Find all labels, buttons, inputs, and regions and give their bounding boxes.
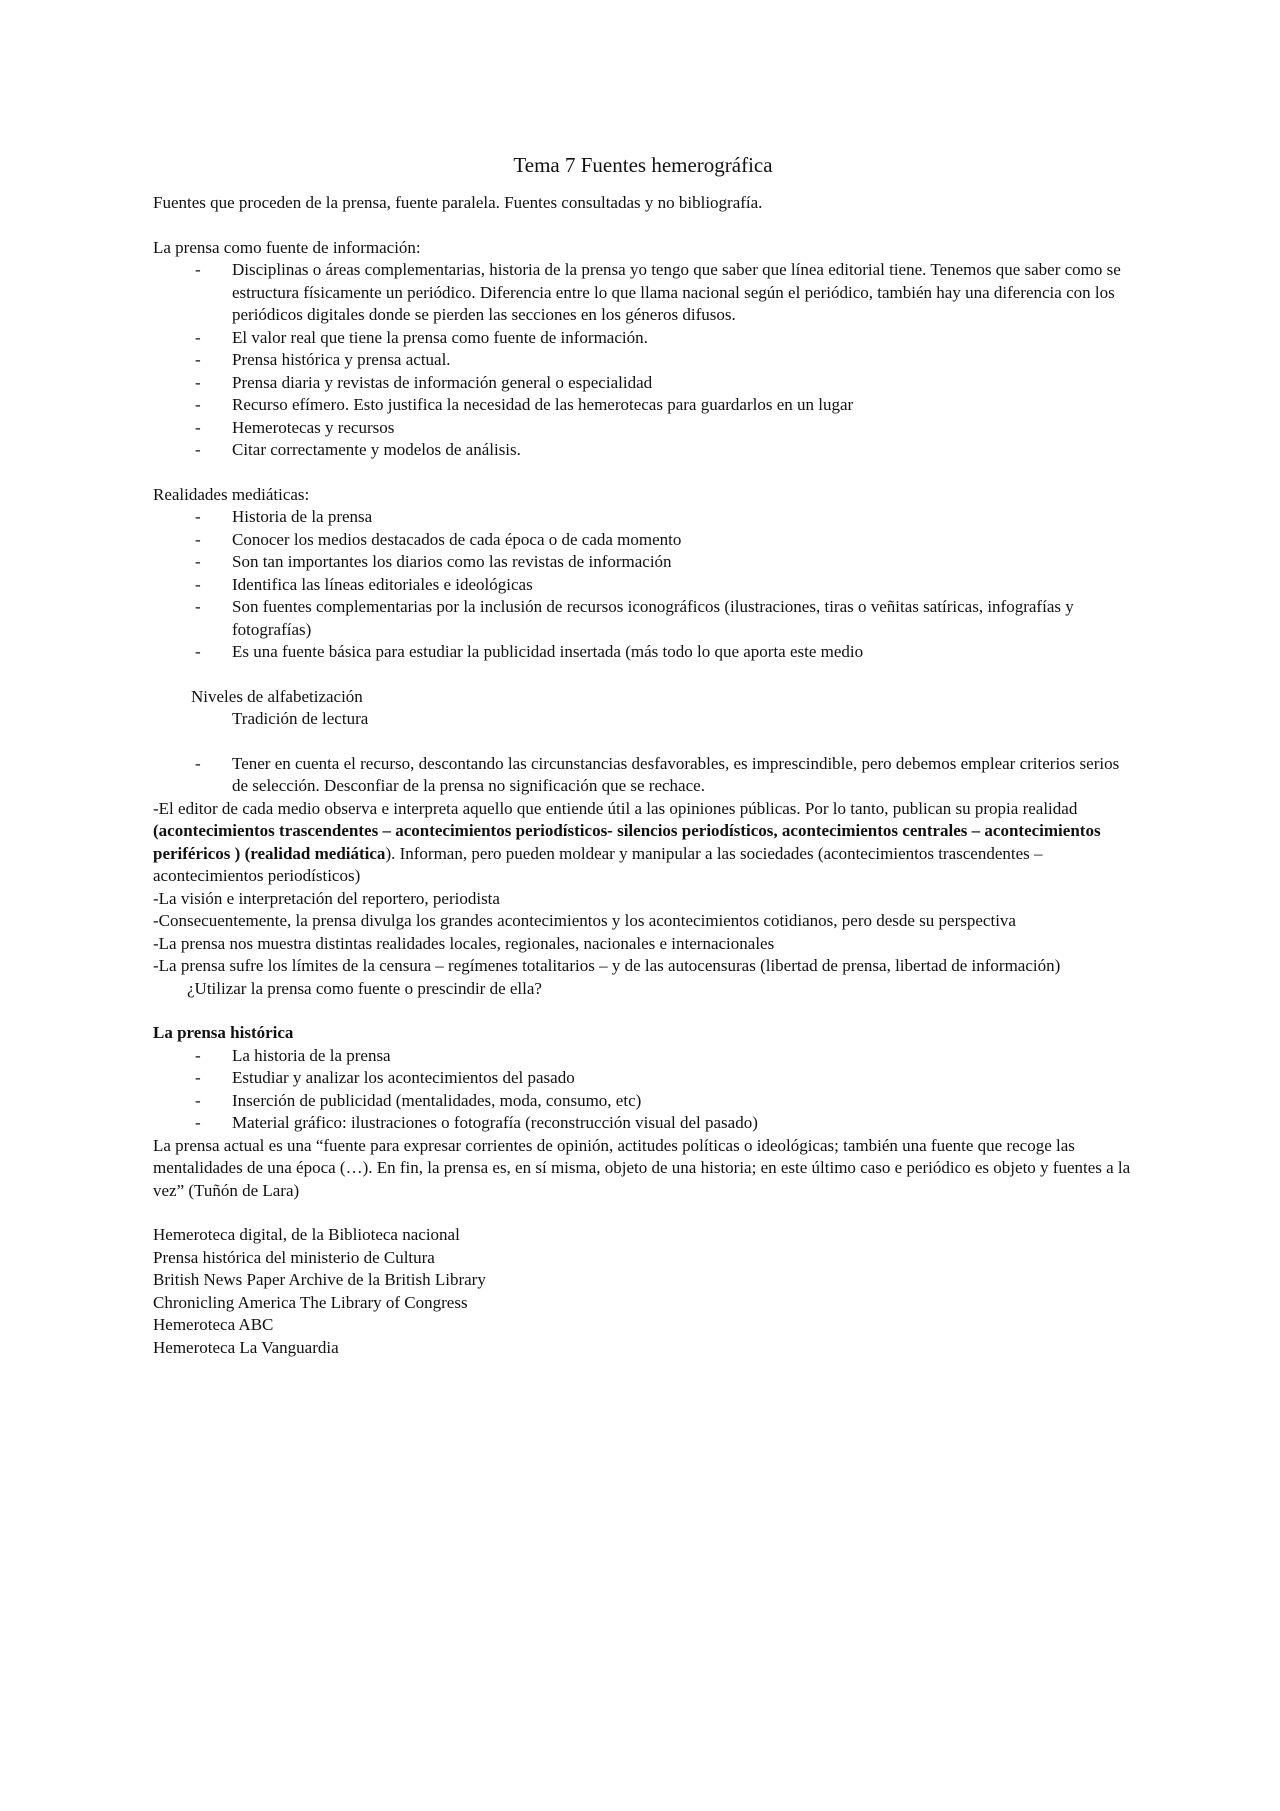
resource-line: Prensa histórica del ministerio de Cultura bbox=[153, 1247, 435, 1267]
spacer bbox=[153, 1000, 1133, 1022]
list-item: - Estudiar y analizar los acontecimientos del pasado bbox=[153, 1067, 1133, 1090]
list-tener bbox=[153, 753, 1133, 798]
page-title: Tema 7 Fuentes hemerográfica bbox=[513, 153, 773, 177]
tradicion-line: Tradición de lectura bbox=[232, 709, 369, 728]
resource-line: Hemeroteca ABC bbox=[153, 1315, 274, 1334]
spacer bbox=[153, 462, 1133, 484]
resource-line: Chronicling America The Library of Congress bbox=[153, 1292, 468, 1312]
list-prensa-historica bbox=[153, 1045, 1133, 1135]
list-item: - Citar correctamente y modelos de análisis. bbox=[153, 439, 1133, 462]
dash-line: -Consecuentemente, la prensa divulga los grandes acontecimientos y los acontecimientos cotidianos, pero desde su perspectiva bbox=[153, 911, 1016, 930]
list-item: - Identifica las líneas editoriales e ideológicas bbox=[153, 574, 1133, 597]
list-item: - Inserción de publicidad (mentalidades, moda, consumo, etc) bbox=[153, 1090, 1133, 1113]
editor-paragraph bbox=[153, 798, 1133, 888]
section-heading-prensa-fuente: La prensa como fuente de información: bbox=[153, 237, 421, 257]
resource-line: Hemeroteca La Vanguardia bbox=[153, 1337, 339, 1357]
editor-text-c: ). Informan, pero pueden moldear y manipular a las sociedades (acontecimientos trascendentes – acontecimientos periodísticos) bbox=[153, 843, 1043, 885]
spacer bbox=[153, 215, 1133, 237]
list-item: - Conocer los medios destacados de cada época o de cada momento bbox=[153, 529, 1133, 552]
list-realidades bbox=[153, 506, 1133, 664]
quote-paragraph: La prensa actual es una “fuente para expresar corrientes de opinión, actitudes políticas o ideológicas; también una fuente que recoge las mentalidades de una época (…). En fin, la prensa es, en sí misma, objeto de una historia; en este último caso e periódico es objeto y fuentes a la vez” (Tuñón de Lara) bbox=[153, 1135, 1131, 1200]
question-line: ¿Utilizar la prensa como fuente o prescindir de ella? bbox=[187, 978, 542, 998]
section-heading-prensa-historica bbox=[153, 1022, 1133, 1045]
dash-line: -La prensa nos muestra distintas realidades locales, regionales, nacionales e internacionales bbox=[153, 933, 775, 953]
editor-text-bold: (acontecimientos trascendentes – acontecimientos periodísticos- silencios periodísticos, acontecimientos centrales – acontecimientos periféricos ) (realidad mediática bbox=[153, 821, 1101, 863]
list-item: - Tener en cuenta el recurso, descontando las circunstancias desfavorables, es imprescindible, pero debemos emplear criterios serios de selección. Desconfiar de la prensa no significación que se rechace. bbox=[153, 753, 1133, 798]
section-heading-realidades: Realidades mediáticas: bbox=[153, 484, 310, 504]
list-item: - La historia de la prensa bbox=[153, 1045, 1133, 1068]
list-item: - Prensa histórica y prensa actual. bbox=[153, 349, 1133, 372]
list-item: - Disciplinas o áreas complementarias, historia de la prensa yo tengo que saber que línea editorial tiene. Tenemos que saber como se estructura físicamente un periódico. Diferencia entre lo que llama nacional según el periódico, también hay una diferencia con los periódicos digitales donde se pierden las secciones en los géneros difusos. bbox=[153, 259, 1133, 327]
list-item: - Material gráfico: ilustraciones o fotografía (reconstrucción visual del pasado) bbox=[153, 1112, 1133, 1135]
spacer bbox=[153, 664, 1133, 686]
spacer bbox=[153, 1202, 1133, 1224]
dash-line: -La visión e interpretación del reportero, periodista bbox=[153, 888, 500, 908]
list-item: - Es una fuente básica para estudiar la publicidad insertada (más todo lo que aporta este medio bbox=[153, 641, 1133, 664]
list-item: - Historia de la prensa bbox=[153, 506, 1133, 529]
list-prensa-fuente bbox=[153, 259, 1133, 462]
dash-line: -La prensa sufre los límites de la censura – regímenes totalitarios – y de las autocensuras (libertad de prensa, libertad de información) bbox=[153, 956, 1061, 975]
list-item: - Hemerotecas y recursos bbox=[153, 417, 1133, 440]
heading-text: La prensa histórica bbox=[153, 1023, 294, 1042]
editor-text-a: -El editor de cada medio observa e interpreta aquello que entiende útil a las opiniones públicas. Por lo tanto, publican su propia realidad bbox=[153, 798, 1078, 818]
list-item: - Son fuentes complementarias por la inclusión de recursos iconográficos (ilustraciones, tiras o veñitas satíricas, infografías y fotografías) bbox=[153, 596, 1133, 641]
resource-line: Hemeroteca digital, de la Biblioteca nacional bbox=[153, 1225, 460, 1244]
intro-paragraph: Fuentes que proceden de la prensa, fuente paralela. Fuentes consultadas y no bibliografía. bbox=[153, 193, 763, 212]
list-item: - El valor real que tiene la prensa como fuente de información. bbox=[153, 327, 1133, 350]
list-item: - Son tan importantes los diarios como las revistas de información bbox=[153, 551, 1133, 574]
niveles-line: Niveles de alfabetización bbox=[191, 686, 363, 706]
spacer bbox=[153, 731, 1133, 753]
resource-line: British News Paper Archive de la British Library bbox=[153, 1270, 486, 1289]
document-body bbox=[153, 150, 1133, 1359]
list-item: - Prensa diaria y revistas de información general o especialidad bbox=[153, 372, 1133, 395]
list-item: - Recurso efímero. Esto justifica la necesidad de las hemerotecas para guardarlos en un lugar bbox=[153, 394, 1133, 417]
